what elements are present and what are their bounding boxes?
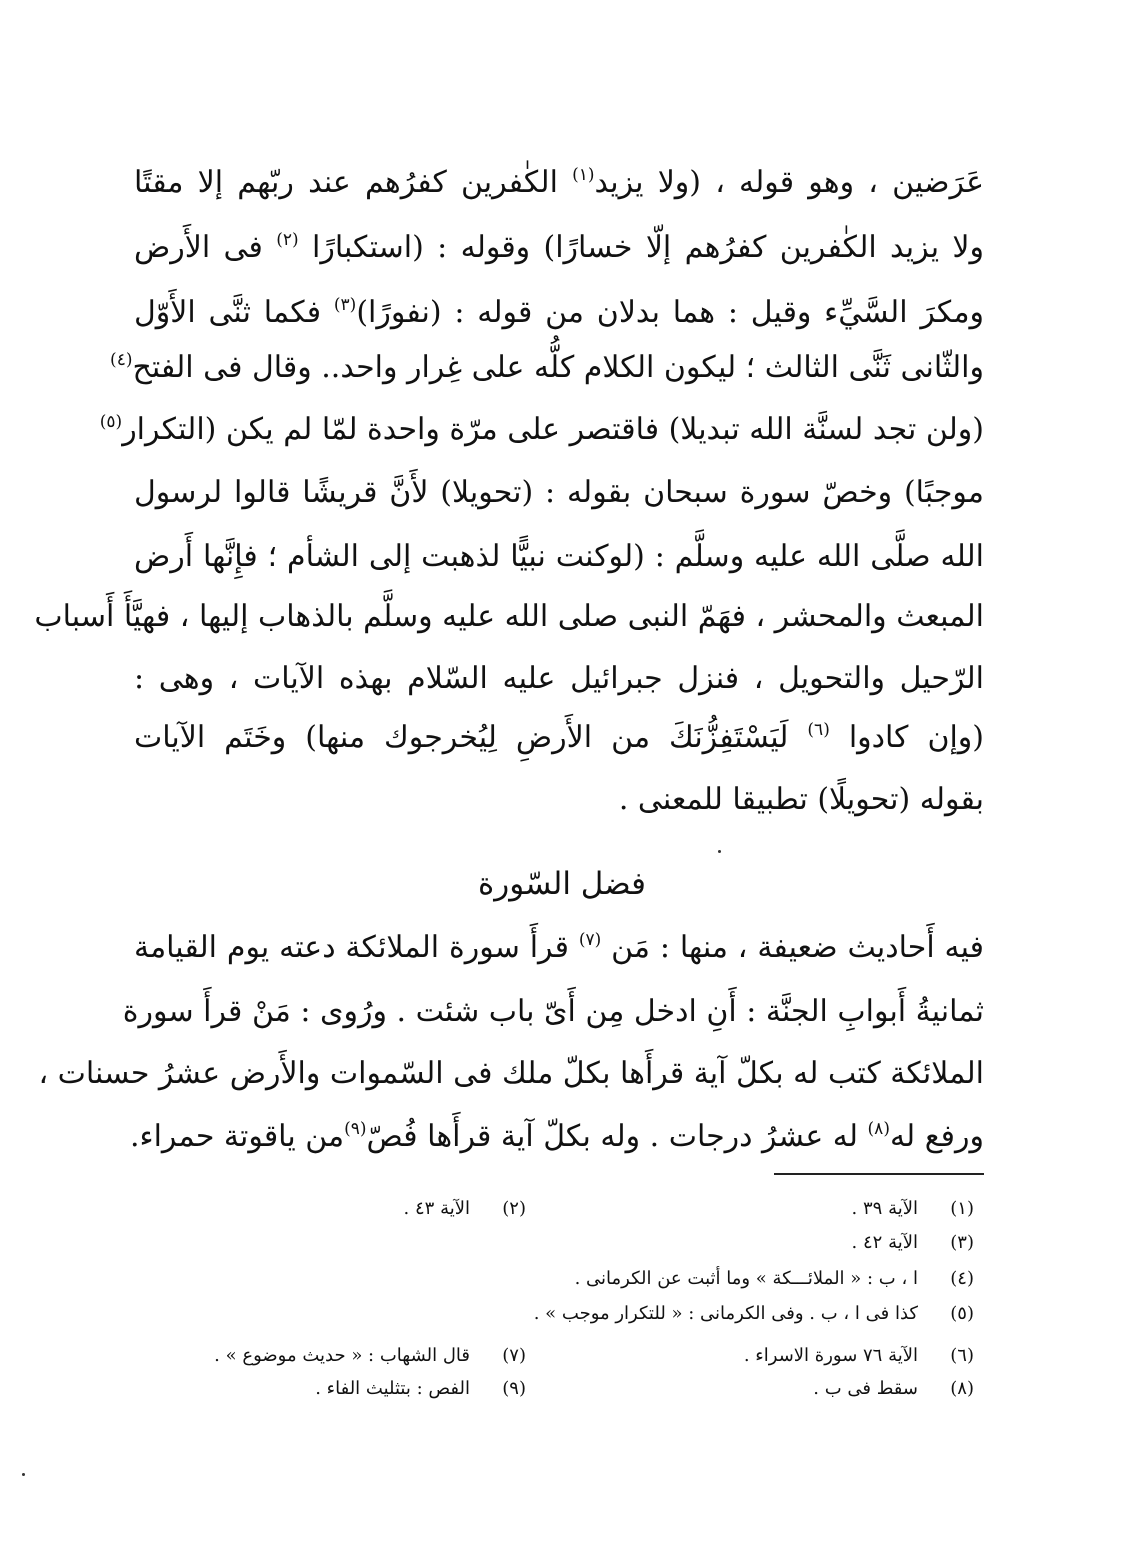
body-text: ورفع له <box>889 1119 984 1154</box>
footnote-number: (٧) <box>502 1345 526 1366</box>
body-text: بقوله (تحويلًا) تطبيقا للمعنى . <box>618 782 984 817</box>
body-line <box>110 348 984 388</box>
footnote <box>744 1343 974 1369</box>
footnote-number: (٩) <box>502 1378 526 1399</box>
body-line <box>134 659 984 699</box>
scan-speck <box>718 850 721 853</box>
body-text: فكما ثنَّى الأَوّل <box>134 295 334 330</box>
footnote <box>214 1343 526 1369</box>
body-line <box>34 597 984 637</box>
body-line <box>129 1117 984 1157</box>
footnote-text: الآية ٤٣ . <box>403 1198 470 1219</box>
body-text: (ولن تجد لسنَّة الله تبديلا) فاقتصر على مرّة واحدة لمّا لم يكن (التكرار <box>122 412 984 447</box>
footnote-text: الفص : بتثليث الفاء . <box>315 1378 470 1399</box>
body-text: الله صلَّى الله عليه وسلَّم : (لوكنت نبيًّا لذهبت إلى الشأم ؛ فإِنَّها أَرض <box>134 539 984 574</box>
body-line <box>134 228 984 268</box>
body-text: ولا يزيد الكٰفرين كفرُهم إلّا خسارًا) وقوله : (استكبارًا <box>298 230 984 265</box>
footnote <box>575 1266 974 1292</box>
footnote-number: (٣) <box>950 1232 974 1253</box>
body-line <box>38 1054 984 1094</box>
body-text: الكٰفرين كفرُهم عند ربّهم إلا مقتًا <box>134 165 573 200</box>
body-line <box>134 928 984 968</box>
footnote-text: قال الشهاب : « حديث موضوع » . <box>214 1345 470 1366</box>
footnote-text: الآية ٣٩ . <box>851 1198 918 1219</box>
footnote <box>534 1301 974 1327</box>
body-line <box>134 718 984 758</box>
body-line <box>134 293 984 333</box>
footnote-ref: (٣) <box>333 295 357 315</box>
body-text: قرأَ سورة الملائكة دعته يوم القيامة <box>134 930 579 965</box>
footnote-number: (٢) <box>502 1198 526 1219</box>
body-text: فى الأَرض <box>134 230 277 265</box>
footnote-number: (٤) <box>950 1268 974 1289</box>
footnote-ref: (٧) <box>578 930 602 950</box>
scan-speck <box>22 1473 25 1476</box>
footnote <box>852 1196 974 1222</box>
footnote-number: (٨) <box>950 1378 974 1399</box>
footnote-ref: (٥) <box>99 412 123 432</box>
body-text: (وإن كادوا <box>829 720 984 755</box>
body-text: المبعث والمحشر ، فهَمّ النبى صلى الله عليه وسلَّم بالذهاب إليها ، فهيَّأَ أَسباب <box>34 599 984 634</box>
footnote-ref: (٤) <box>110 350 133 370</box>
footnote <box>315 1376 526 1402</box>
body-text: موجبًا) وخصّ سورة سبحان بقوله : (تحويلا) لأَنَّ قريشًا قالوا لرسول <box>134 475 984 510</box>
footnote <box>404 1196 526 1222</box>
footnote-ref: (٢) <box>276 230 299 250</box>
section-heading: فضل السّورة <box>478 866 646 902</box>
body-text: لَيَسْتَفِزُّنَكَ من الأَرضِ لِيُخرجوك منها) وخَتَم الآيات <box>134 720 808 755</box>
footnote-ref: (٨) <box>867 1119 890 1139</box>
footnote-ref: (٩) <box>344 1119 367 1139</box>
body-text: عَرَضين ، وهو قوله ، (ولا يزيد <box>594 165 984 200</box>
body-line <box>134 473 984 513</box>
footnote-ref: (١) <box>572 165 595 185</box>
footnote-text: الآية ٤٢ . <box>851 1232 918 1253</box>
body-text: فيه أَحاديث ضعيفة ، منها : مَن <box>601 930 985 965</box>
body-text: ومكرَ السَّيِّء وقيل : هما بدلان من قوله : (نفورًا) <box>356 295 984 330</box>
footnote-number: (١) <box>950 1198 974 1219</box>
footnote-text: ا ، ب : « الملائـــكة » وما أثبت عن الكرمانى . <box>574 1268 918 1289</box>
body-line <box>134 780 984 820</box>
body-line <box>134 163 984 203</box>
footnote-number: (٦) <box>950 1345 974 1366</box>
body-line <box>99 410 984 450</box>
footnote-text: كذا فى ا ، ب . وفى الكرمانى : « للتكرار موجب » . <box>533 1303 918 1324</box>
footnote-ref: (٦) <box>807 720 830 740</box>
footnote-text: سقط فى ب . <box>813 1378 918 1399</box>
footnote-number: (٥) <box>950 1303 974 1324</box>
body-text: ثمانيةُ أَبوابِ الجنَّة : أَنِ ادخل مِن أَىّ باب شئت . ورُوى : مَنْ قرأَ سورة <box>122 994 984 1029</box>
footnote <box>852 1230 974 1256</box>
body-text: له عشرُ درجات . وله بكلّ آية قرأَها فُصّ <box>366 1119 868 1154</box>
body-line <box>122 992 984 1032</box>
footnote-text: الآية ٧٦ سورة الاسراء . <box>743 1345 918 1366</box>
body-text: الملائكة كتب له بكلّ آية قرأَها بكلّ ملك فى السّموات والأَرض عشرُ حسنات ، <box>38 1056 984 1091</box>
footnote <box>813 1376 974 1402</box>
body-text: من ياقوتة حمراء. <box>129 1119 345 1154</box>
body-line <box>134 537 984 577</box>
footnote-separator <box>774 1173 984 1175</box>
body-text: الرّحيل والتحويل ، فنزل جبرائيل عليه السّلام بهذه الآيات ، وهى : <box>134 661 984 696</box>
body-text: والثّانى ثَنَّى الثالث ؛ ليكون الكلام كلُّه على غِرار واحد.. وقال فى الفتح <box>132 350 984 385</box>
